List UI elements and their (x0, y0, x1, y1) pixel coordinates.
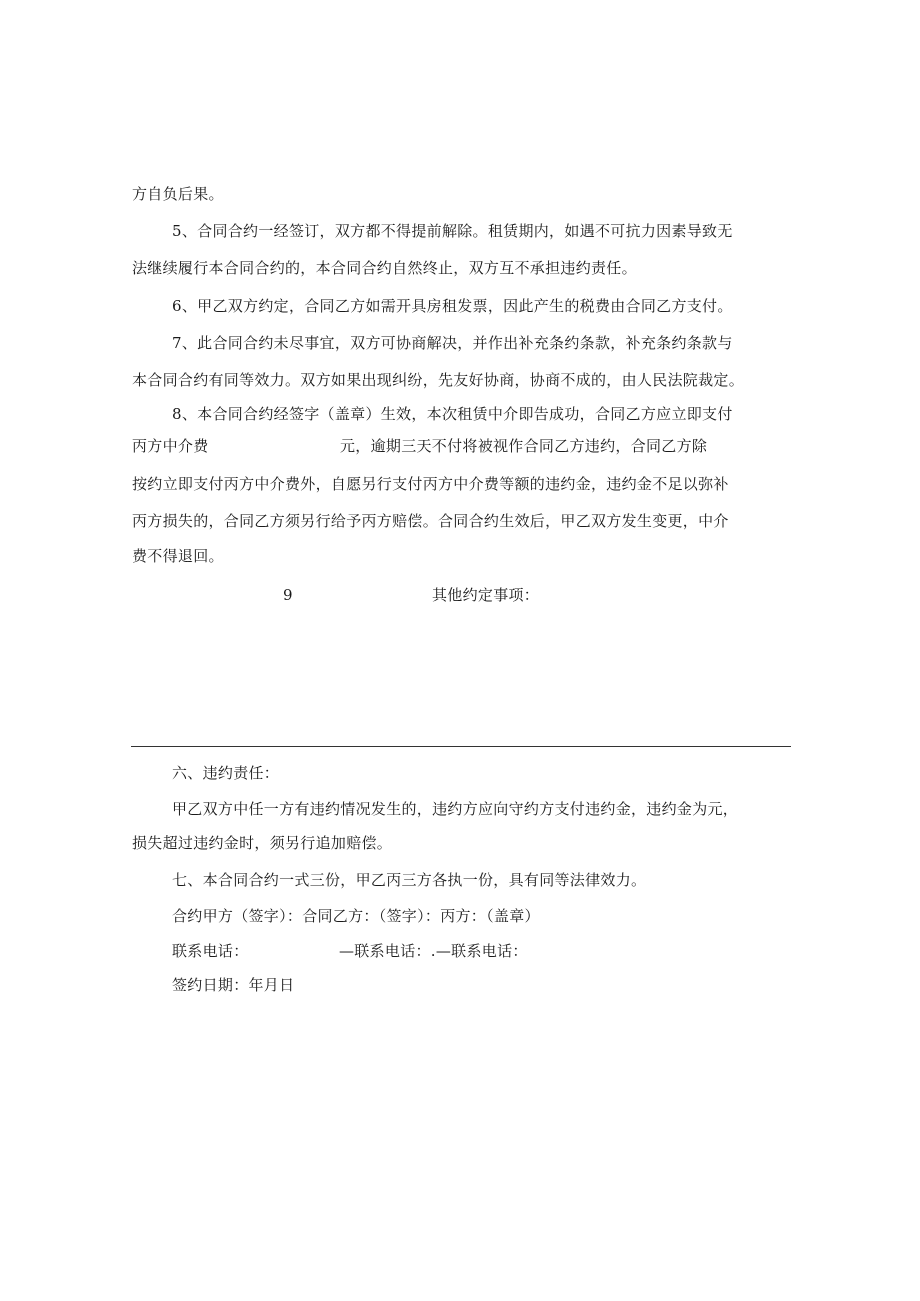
clause-8-fee-text: 元，逾期三天不付将被视作合同乙方违约，合同乙方除 (340, 437, 708, 455)
clause-5-line-1: 5、合同合约一经签订，双方都不得提前解除。租赁期内，如遇不可抗力因素导致无 (172, 222, 733, 240)
clause-5-line-2: 法继续履行本合同合约的，本合同合约自然终止，双方互不承担违约责任。 (132, 259, 637, 277)
clause-8-line-3: 按约立即支付丙方中介费外，自愿另行支付丙方中介费等额的违约金，违约金不足以弥补 (132, 475, 729, 493)
clause-7-line-2: 本合同合约有同等效力。双方如果出现纠纷，先友好协商，协商不成的，由人民法院裁定。 (132, 371, 745, 389)
section-7-line: 七、本合同合约一式三份，甲乙丙三方各执一份，具有同等法律效力。 (172, 871, 647, 889)
clause-8-line-4: 丙方损失的，合同乙方须另行给予丙方赔偿。合同合约生效后，甲乙双方发生变更，中介 (132, 512, 729, 530)
signing-date-line: 签约日期：年月日 (172, 976, 295, 994)
section-6-line-2: 损失超过违约金时，须另行追加赔偿。 (132, 834, 393, 852)
signature-parties-line: 合约甲方（签字）：合同乙方：（签字）：丙方：（盖章） (172, 907, 540, 925)
contact-phone-labels-2-3: —联系电话：.—联系电话： (339, 942, 528, 960)
clause-8-line-1: 8、本合同合约经签字（盖章）生效，本次租赁中介即告成功，合同乙方应立即支付 (172, 405, 733, 423)
clause-6-line-1: 6、甲乙双方约定，合同乙方如需开具房租发票，因此产生的税费由合同乙方支付。 (172, 297, 733, 315)
clause-8-fee-label: 丙方中介费 (132, 437, 209, 455)
clause-7-line-1: 7、此合同合约未尽事宜，双方可协商解决，并作出补充条约条款，补充条约条款与 (172, 334, 733, 352)
contact-phone-label-1: 联系电话： (172, 942, 249, 960)
clause-9-title: 其他约定事项： (432, 586, 540, 604)
text-line-consequence: 方自负后果。 (132, 185, 224, 203)
clause-8-line-5: 费不得退回。 (132, 547, 224, 565)
blank-fill-line (131, 746, 791, 747)
clause-9-number: 9 (283, 586, 293, 604)
section-6-line-1: 甲乙双方中任一方有违约情况发生的，违约方应向守约方支付违约金，违约金为元， (172, 800, 739, 818)
section-6-heading: 六、违约责任： (172, 764, 280, 782)
